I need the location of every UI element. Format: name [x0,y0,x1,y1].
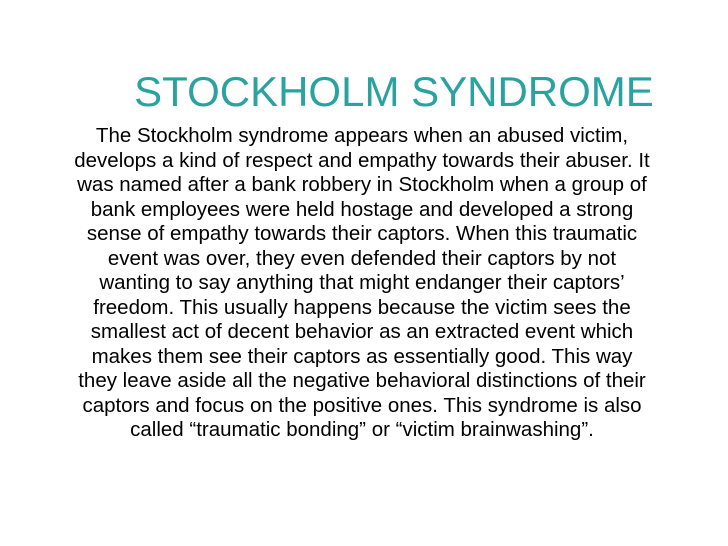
slide-title: STOCKHOLM SYNDROME [134,68,654,115]
slide-body-text: The Stockholm syndrome appears when an abused victim, develops a kind of respect and empathy towards their abuser. It was named after a bank robbery in Stockholm when a group of bank employees were held hostage and developed a strong sense of empathy towards their captors. When this traumatic event was over, they even defended their captors by not wanting to say anything that might endanger their captors’ freedom. This usually happens because the victim sees the smallest act of decent behavior as an extracted event which makes them see their captors as essentially good. This way they leave aside all the negative behavioral distinctions of their captors and focus on the positive ones. This syndrome is also called “traumatic bonding” or “victim brainwashing”. [74,124,650,441]
